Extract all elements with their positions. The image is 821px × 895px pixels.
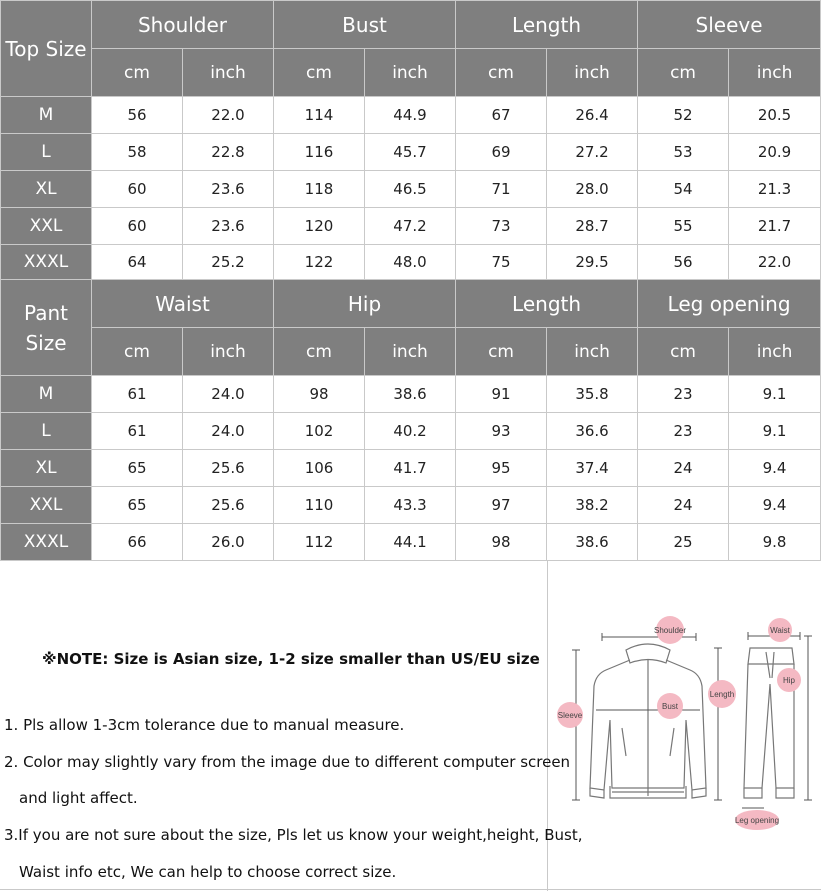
table-cell: 29.5 <box>547 245 638 280</box>
table-cell: 9.8 <box>729 524 821 561</box>
size-label: XXL <box>1 208 92 245</box>
measurement-diagram <box>548 560 820 891</box>
table-cell: 35.8 <box>547 376 638 413</box>
table-cell: 28.7 <box>547 208 638 245</box>
table-cell: 98 <box>456 524 547 561</box>
shoulder-header: Shoulder <box>92 1 274 49</box>
table-cell: 37.4 <box>547 450 638 487</box>
table-cell: 23 <box>638 376 729 413</box>
table-cell: 41.7 <box>365 450 456 487</box>
bust-header: Bust <box>274 1 456 49</box>
table-cell: 61 <box>92 376 183 413</box>
size-label: M <box>1 97 92 134</box>
unit-cm: cm <box>92 328 183 376</box>
table-cell: 9.4 <box>729 450 821 487</box>
table-cell: 118 <box>274 171 365 208</box>
unit-cm: cm <box>92 49 183 97</box>
table-cell: 73 <box>456 208 547 245</box>
table-cell: 28.0 <box>547 171 638 208</box>
table-cell: 110 <box>274 487 365 524</box>
size-label: XL <box>1 450 92 487</box>
table-cell: 102 <box>274 413 365 450</box>
unit-cm: cm <box>456 328 547 376</box>
bust-label: Bust <box>661 702 679 711</box>
note-line: and light affect. <box>19 789 138 807</box>
unit-inch: inch <box>183 328 274 376</box>
table-cell: 22.8 <box>183 134 274 171</box>
unit-inch: inch <box>547 328 638 376</box>
table-cell: 56 <box>92 97 183 134</box>
size-label: XXXL <box>1 245 92 280</box>
table-row <box>1 413 821 450</box>
table-row <box>1 97 821 134</box>
table-cell: 95 <box>456 450 547 487</box>
table-cell: 53 <box>638 134 729 171</box>
sleeve-header: Sleeve <box>638 1 821 49</box>
table-cell: 56 <box>638 245 729 280</box>
garment-illustration <box>548 560 820 891</box>
size-label: XL <box>1 171 92 208</box>
top-length-header: Length <box>456 1 638 49</box>
table-cell: 44.9 <box>365 97 456 134</box>
bottom-divider <box>0 889 821 890</box>
unit-inch: inch <box>365 328 456 376</box>
unit-cm: cm <box>274 49 365 97</box>
leg-opening-label: Leg opening <box>734 816 780 825</box>
hip-label: Hip <box>782 676 796 685</box>
unit-inch: inch <box>729 49 821 97</box>
shoulder-label: Shoulder <box>653 626 687 635</box>
table-row <box>1 450 821 487</box>
table-cell: 38.2 <box>547 487 638 524</box>
table-cell: 22.0 <box>729 245 821 280</box>
table-cell: 55 <box>638 208 729 245</box>
top-size-table <box>0 0 821 280</box>
table-cell: 106 <box>274 450 365 487</box>
table-cell: 91 <box>456 376 547 413</box>
size-label: XXL <box>1 487 92 524</box>
table-cell: 21.3 <box>729 171 821 208</box>
table-cell: 21.7 <box>729 208 821 245</box>
size-label: L <box>1 413 92 450</box>
table-cell: 20.5 <box>729 97 821 134</box>
unit-cm: cm <box>638 49 729 97</box>
table-cell: 25.2 <box>183 245 274 280</box>
table-cell: 24 <box>638 450 729 487</box>
table-cell: 36.6 <box>547 413 638 450</box>
table-cell: 24.0 <box>183 376 274 413</box>
table-cell: 48.0 <box>365 245 456 280</box>
table-cell: 46.5 <box>365 171 456 208</box>
table-cell: 23.6 <box>183 208 274 245</box>
table-cell: 40.2 <box>365 413 456 450</box>
table-cell: 65 <box>92 487 183 524</box>
table-cell: 26.4 <box>547 97 638 134</box>
table-cell: 66 <box>92 524 183 561</box>
note-line: 3.If you are not sure about the size, Pls let us know your weight,height, Bust, <box>4 826 583 844</box>
table-row <box>1 208 821 245</box>
table-row <box>1 487 821 524</box>
table-cell: 45.7 <box>365 134 456 171</box>
table-cell: 60 <box>92 171 183 208</box>
table-cell: 98 <box>274 376 365 413</box>
table-cell: 24.0 <box>183 413 274 450</box>
table-cell: 43.3 <box>365 487 456 524</box>
table-cell: 25 <box>638 524 729 561</box>
unit-inch: inch <box>547 49 638 97</box>
table-cell: 44.1 <box>365 524 456 561</box>
pant-size-line2: Size <box>25 330 67 355</box>
sleeve-label: Sleeve <box>557 711 583 720</box>
table-cell: 20.9 <box>729 134 821 171</box>
table-cell: 112 <box>274 524 365 561</box>
table-cell: 26.0 <box>183 524 274 561</box>
pant-length-header: Length <box>456 280 638 328</box>
table-cell: 38.6 <box>365 376 456 413</box>
table-row <box>1 376 821 413</box>
table-cell: 71 <box>456 171 547 208</box>
table-row <box>1 134 821 171</box>
note-line: 1. Pls allow 1-3cm tolerance due to manual measure. <box>4 716 405 734</box>
table-cell: 27.2 <box>547 134 638 171</box>
size-label: L <box>1 134 92 171</box>
table-cell: 24 <box>638 487 729 524</box>
waist-label: Waist <box>770 626 790 635</box>
size-label: M <box>1 376 92 413</box>
table-cell: 93 <box>456 413 547 450</box>
unit-cm: cm <box>274 328 365 376</box>
table-cell: 58 <box>92 134 183 171</box>
note-line: Waist info etc, We can help to choose correct size. <box>19 863 397 881</box>
note-line: 2. Color may slightly vary from the image due to different computer screen <box>4 753 571 771</box>
table-cell: 97 <box>456 487 547 524</box>
table-cell: 9.1 <box>729 376 821 413</box>
table-row <box>1 524 821 561</box>
note-title: ※NOTE: Size is Asian size, 1-2 size smaller than US/EU size <box>42 650 540 668</box>
size-label: XXXL <box>1 524 92 561</box>
table-row <box>1 245 821 280</box>
leg-opening-header: Leg opening <box>638 280 821 328</box>
pant-size-line1: Pant <box>24 300 68 325</box>
table-cell: 75 <box>456 245 547 280</box>
table-cell: 69 <box>456 134 547 171</box>
table-cell: 9.1 <box>729 413 821 450</box>
unit-cm: cm <box>638 328 729 376</box>
table-cell: 122 <box>274 245 365 280</box>
table-cell: 25.6 <box>183 487 274 524</box>
waist-header: Waist <box>92 280 274 328</box>
unit-inch: inch <box>365 49 456 97</box>
hip-header: Hip <box>274 280 456 328</box>
table-cell: 65 <box>92 450 183 487</box>
unit-inch: inch <box>183 49 274 97</box>
table-cell: 23 <box>638 413 729 450</box>
table-cell: 9.4 <box>729 487 821 524</box>
table-cell: 67 <box>456 97 547 134</box>
table-cell: 25.6 <box>183 450 274 487</box>
table-row <box>1 171 821 208</box>
table-cell: 60 <box>92 208 183 245</box>
jacket-icon <box>590 644 706 798</box>
length-label: Length <box>709 690 735 699</box>
table-cell: 64 <box>92 245 183 280</box>
table-cell: 47.2 <box>365 208 456 245</box>
top-size-header: Top Size <box>1 1 92 97</box>
unit-inch: inch <box>729 328 821 376</box>
table-cell: 52 <box>638 97 729 134</box>
table-cell: 38.6 <box>547 524 638 561</box>
table-cell: 120 <box>274 208 365 245</box>
table-cell: 116 <box>274 134 365 171</box>
table-cell: 23.6 <box>183 171 274 208</box>
pant-size-table <box>0 279 821 561</box>
pant-size-header <box>1 280 92 376</box>
table-cell: 61 <box>92 413 183 450</box>
table-cell: 54 <box>638 171 729 208</box>
table-cell: 114 <box>274 97 365 134</box>
unit-cm: cm <box>456 49 547 97</box>
table-cell: 22.0 <box>183 97 274 134</box>
